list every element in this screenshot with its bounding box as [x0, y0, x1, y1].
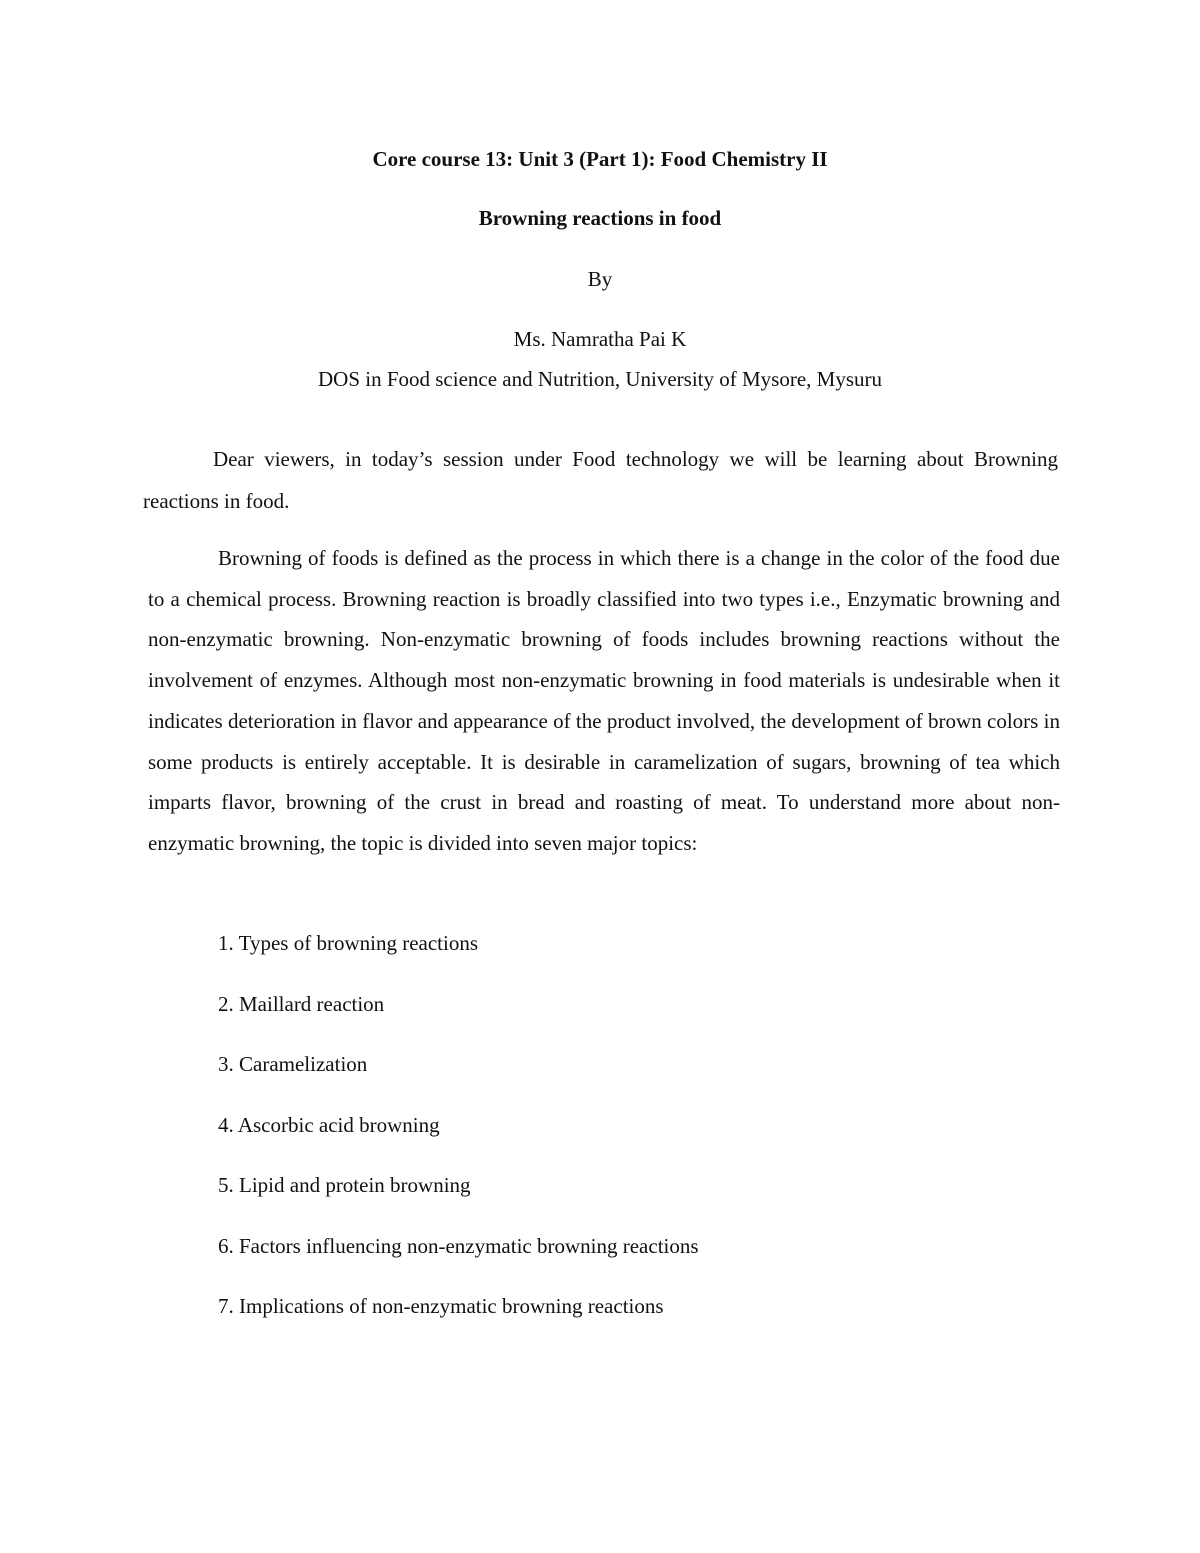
list-item: 3. Caramelization — [218, 1052, 368, 1076]
topics-list — [218, 930, 699, 1354]
intro-paragraph: Dear viewers, in today’s session under Food technology we will be learning about Browning reactions in food. — [143, 447, 1058, 513]
list-item: 4. Ascorbic acid browning — [218, 1112, 440, 1137]
author-name: Ms. Namratha Pai K — [513, 327, 687, 351]
main-paragraph: Browning of foods is defined as the process in which there is a change in the color of the food due to a chemical process. Browning reaction is broadly classified into two types i.e., Enzymatic browning and non-enzymatic browning. Non-enzymatic browning of foods includes browning reactions without the involvement of enzymes. Although most non-enzymatic browning in food materials is undesirable when it indicates deterioration in flavor and appearance of the product involved, the development of brown colors in some products is entirely acceptable. It is desirable in caramelization of sugars, browning of tea which imparts flavor, browning of the crust in bread and roasting of meat. To understand more about non-enzymatic browning, the topic is divided into seven major topics: — [148, 546, 1060, 855]
topic-title: Browning reactions in food — [478, 206, 722, 230]
list-item: 2. Maillard reaction — [218, 991, 385, 1016]
author-affiliation: DOS in Food science and Nutrition, University of Mysore, Mysuru — [317, 367, 883, 391]
list-item: 1. Types of browning reactions — [218, 931, 479, 955]
list-item: 5. Lipid and protein browning — [218, 1173, 471, 1197]
course-title: Core course 13: Unit 3 (Part 1): Food Chemistry II — [372, 147, 828, 171]
list-item: 7. Implications of non-enzymatic browning reactions — [218, 1294, 664, 1318]
list-item: 6. Factors influencing non-enzymatic browning reactions — [218, 1233, 699, 1258]
by-line: By — [587, 267, 613, 291]
